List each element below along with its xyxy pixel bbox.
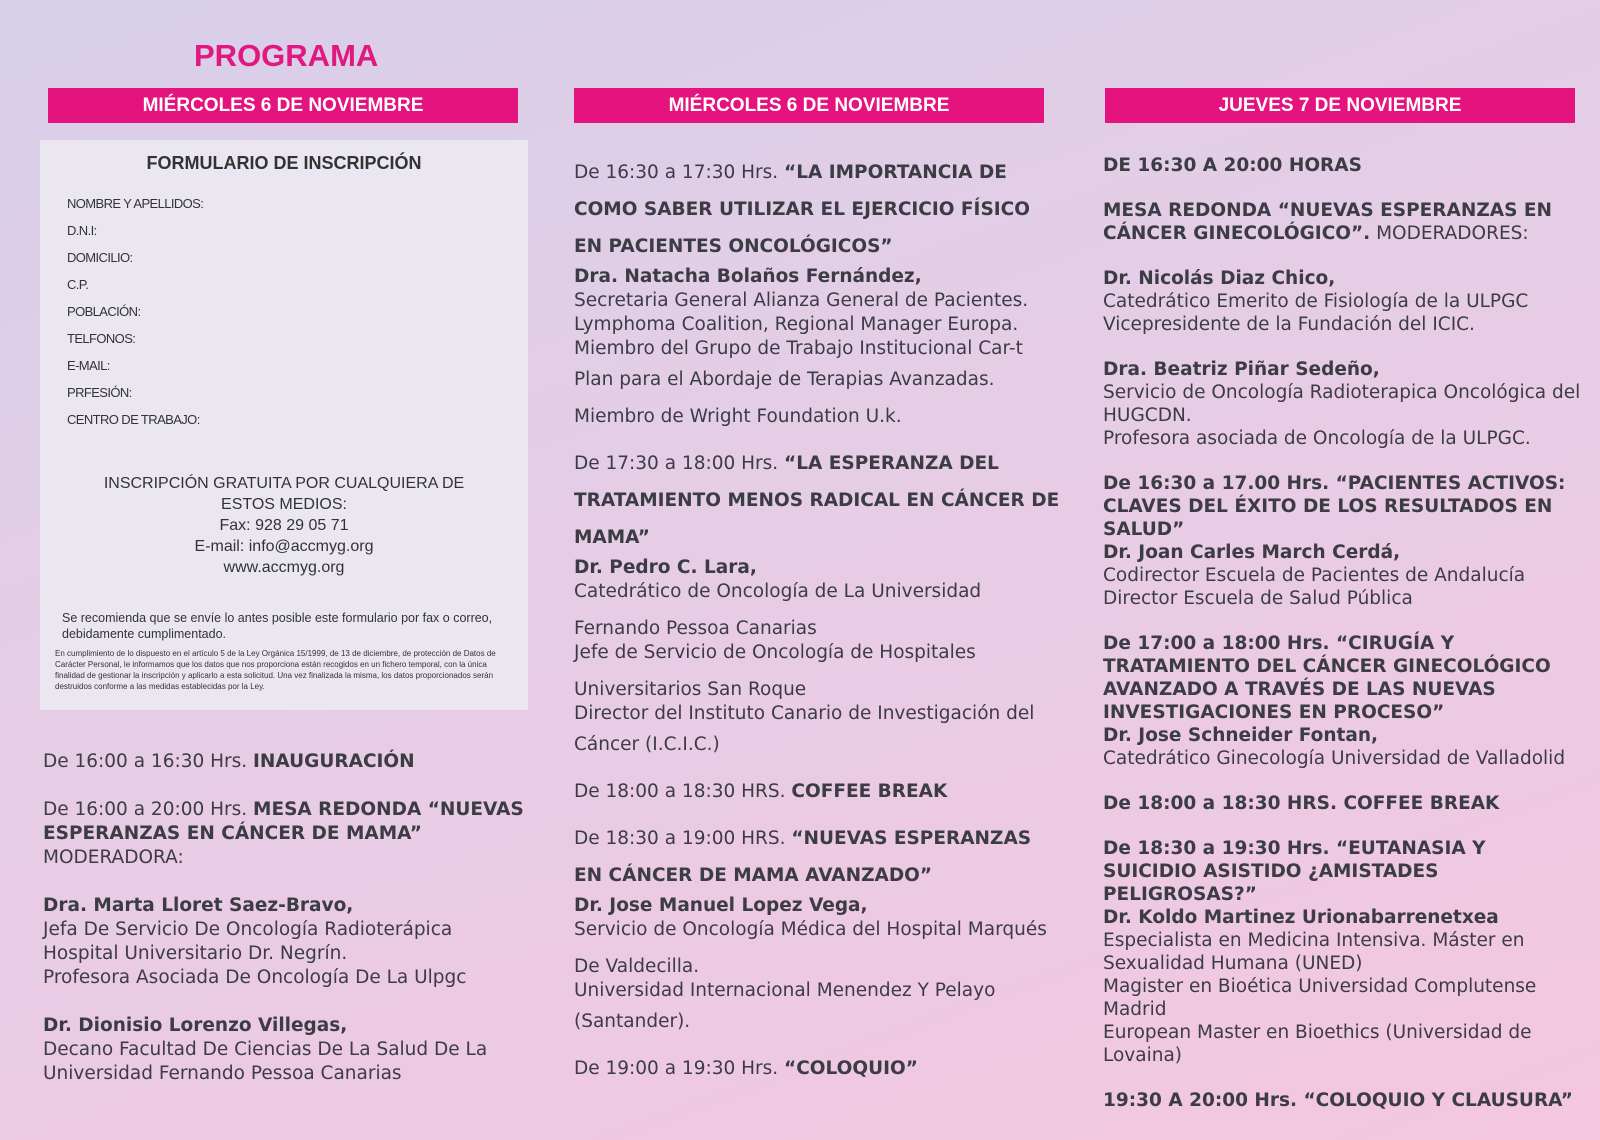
inscription-text: INSCRIPCIÓN GRATUITA POR CUALQUIERA DE ESTOS MEDIOS: <box>103 475 465 513</box>
session-time: De 16:00 a 20:00 Hrs. <box>43 799 254 820</box>
speaker-description: (Santander). <box>574 1011 691 1032</box>
session-time: De 18:30 a 19:00 HRS. <box>574 828 792 849</box>
speaker-name: Dr. Pedro C. Lara, <box>574 557 757 578</box>
session-exercise <box>574 154 1064 265</box>
speaker-name: Dra. Natacha Bolaños Fernández, <box>574 266 922 287</box>
website: www.accmyg.org <box>223 559 345 576</box>
field-name: NOMBRE Y APELLIDOS: <box>67 196 204 211</box>
recommendation-text: Se recomienda que se envíe lo antes posible este formulario por fax o correo, debidamente cumplimentado. <box>62 611 493 641</box>
program-column-3 <box>1103 154 1583 1112</box>
speaker-description: De Valdecilla. Universidad Internacional Menendez Y Pelayo <box>574 956 996 1001</box>
speaker-name: Dra. Marta Lloret Saez-Bravo, <box>43 895 354 916</box>
session-coffee-break: De 18:00 a 18:30 HRS. COFFEE BREAK <box>1103 793 1500 814</box>
form-fields <box>67 196 528 439</box>
inscription-info <box>40 473 528 578</box>
speaker-name: Dra. Beatriz Piñar Sedeño, <box>1103 359 1380 380</box>
session-round-table-gyn <box>1103 199 1583 245</box>
speaker-description: Universitarios San Roque Director del Instituto Canario de Investigación del <box>574 679 1035 724</box>
session-time: De 16:00 a 16:30 Hrs. <box>43 751 254 772</box>
speaker-description: Catedrático Emerito de Fisiología de la ULPGC Vicepresidente de la Fundación del ICIC. <box>1103 291 1529 335</box>
speaker-description: Miembro de Wright Foundation U.k. <box>574 406 902 427</box>
form-title: FORMULARIO DE INSCRIPCIÓN <box>146 153 422 173</box>
field-dni: D.N.I: <box>67 223 97 238</box>
speaker-description: Catedrático Ginecología Universidad de Valladolid <box>1103 748 1566 769</box>
session-time: De 17:30 a 18:00 Hrs. <box>574 453 785 474</box>
legal-notice: En cumplimiento de lo dispuesto en el artículo 5 de la Ley Orgánica 15/1999, de 13 de diciembre, de protección de Datos de Carácter Personal, le informamos que los datos que nos proporciona están recogidos en un fichero temporal, con la única finalidad de gestionar la inscripción y aplicarlo a esta solicitud. Una vez finalizada la misma, los datos proporcionados serán destruidos conforme a las medidas establecidas por la Ley. <box>55 649 496 691</box>
contact-email: E-mail: info@accmyg.org <box>194 538 374 555</box>
program-column-1 <box>43 750 533 1086</box>
speaker-description: Codirector Escuela de Pacientes de Andalucía Director Escuela de Salud Pública <box>1103 565 1526 609</box>
speaker-name: Dr. Koldo Martinez Urionabarrenetxea <box>1103 907 1499 928</box>
program-title: PROGRAMA <box>194 38 379 73</box>
session-title: COFFEE BREAK <box>791 781 948 802</box>
speaker-name: Dr. Nicolás Diaz Chico, <box>1103 268 1336 289</box>
fax-number: Fax: 928 29 05 71 <box>219 517 349 534</box>
speaker-description: Catedrático de Oncología de La Universidad <box>574 581 982 602</box>
day-header-3: JUEVES 7 DE NOVIEMBRE <box>1105 88 1575 123</box>
session-title: MESA REDONDA “NUEVAS ESPERANZAS EN CÁNCER GINECOLÓGICO”. <box>1103 200 1552 244</box>
session-advanced <box>574 820 1064 894</box>
speaker-description: Decano Facultad De Ciencias De La Salud De La Universidad Fernando Pessoa Canarias <box>43 1039 488 1084</box>
session-coffee-break <box>574 773 1064 810</box>
moderator-label: MODERADORA: <box>43 847 184 868</box>
day-hours: DE 16:30 A 20:00 HORAS <box>1103 155 1362 176</box>
day-header-2: MIÉRCOLES 6 DE NOVIEMBRE <box>574 88 1044 123</box>
session-less-radical <box>574 445 1064 556</box>
speaker-description: Secretaria General Alianza General de Pacientes. Lymphoma Coalition, Regional Manager Europa. Miembro del Grupo de Trabajo Institucional Car-t <box>574 290 1029 359</box>
session-inauguration <box>43 750 533 774</box>
field-email: E-MAIL: <box>67 358 110 373</box>
session-title: “LA IMPORTANCIA DE COMO SABER UTILIZAR EL EJERCICIO FÍSICO EN PACIENTES ONCOLÓGICOS” <box>574 162 1030 257</box>
speaker-description: Cáncer (I.C.I.C.) <box>574 734 720 755</box>
field-postal-code: C.P. <box>67 277 89 292</box>
field-workplace: CENTRO DE TRABAJO: <box>67 412 200 427</box>
speaker-name: Dr. Dionisio Lorenzo Villegas, <box>43 1015 348 1036</box>
field-phones: TELFONOS: <box>67 331 136 346</box>
session-title: “LA ESPERANZA DEL TRATAMIENTO MENOS RADICAL EN CÁNCER DE MAMA” <box>574 453 1060 548</box>
speaker-name: Dr. Jose Manuel Lopez Vega, <box>574 895 868 916</box>
session-title: “COLOQUIO” <box>784 1058 918 1079</box>
session-active-patients: De 16:30 a 17.00 Hrs. “PACIENTES ACTIVOS: CLAVES DEL ÉXITO DE LOS RESULTADOS EN SALUD” <box>1103 473 1566 540</box>
session-euthanasia: De 18:30 a 19:30 Hrs. “EUTANASIA Y SUICIDIO ASISTIDO ¿AMISTADES PELIGROSAS?” <box>1103 838 1486 905</box>
session-time: De 19:00 a 19:30 Hrs. <box>574 1058 785 1079</box>
registration-form <box>40 140 528 710</box>
moderators-label: MODERADORES: <box>1370 223 1529 244</box>
field-address: DOMICILIO: <box>67 250 133 265</box>
session-title: “NUEVAS ESPERANZAS EN CÁNCER DE MAMA AVANZADO” <box>574 828 1032 886</box>
session-time: De 18:00 a 18:30 HRS. <box>574 781 792 802</box>
field-profession: PRFESIÓN: <box>67 385 132 400</box>
session-surgery: De 17:00 a 18:00 Hrs. “CIRUGÍA Y TRATAMIENTO DEL CÁNCER GINECOLÓGICO AVANZADO A TRAVÉS DE LAS NUEVAS INVESTIGACIONES EN PROCESO” <box>1103 633 1551 723</box>
speaker-description: Fernando Pessoa Canarias Jefe de Servicio de Oncología de Hospitales <box>574 618 976 663</box>
session-time: De 16:30 a 17:30 Hrs. <box>574 162 785 183</box>
session-colloquium <box>574 1050 1064 1087</box>
speaker-description: Especialista en Medicina Intensiva. Máster en Sexualidad Humana (UNED) Magister en Bioética Universidad Complutense Madrid European Master en Bioethics (Universidad de Lovaina) <box>1103 930 1537 1066</box>
speaker-description: Servicio de Oncología Médica del Hospital Marqués <box>574 919 1047 940</box>
speaker-description: Jefa De Servicio De Oncología Radioterápica Hospital Universitario Dr. Negrín. Profesora Asociada De Oncología De La Ulpgc <box>43 919 467 988</box>
session-closing: 19:30 A 20:00 Hrs. “COLOQUIO Y CLAUSURA” <box>1103 1090 1573 1111</box>
program-column-2 <box>574 154 1064 1087</box>
speaker-description: Servicio de Oncología Radioterapica Oncológica del HUGCDN. Profesora asociada de Oncología de la ULPGC. <box>1103 382 1581 449</box>
session-round-table <box>43 798 533 846</box>
speaker-name: Dr. Joan Carles March Cerdá, <box>1103 542 1401 563</box>
speaker-name: Dr. Jose Schneider Fontan, <box>1103 725 1379 746</box>
speaker-description: Plan para el Abordaje de Terapias Avanzadas. <box>574 369 995 390</box>
session-title: MESA REDONDA “NUEVAS ESPERANZAS EN CÁNCER DE MAMA” <box>43 799 524 844</box>
field-town: POBLACIÓN: <box>67 304 141 319</box>
session-title: INAUGURACIÓN <box>253 751 415 772</box>
day-header-1: MIÉRCOLES 6 DE NOVIEMBRE <box>48 88 518 123</box>
